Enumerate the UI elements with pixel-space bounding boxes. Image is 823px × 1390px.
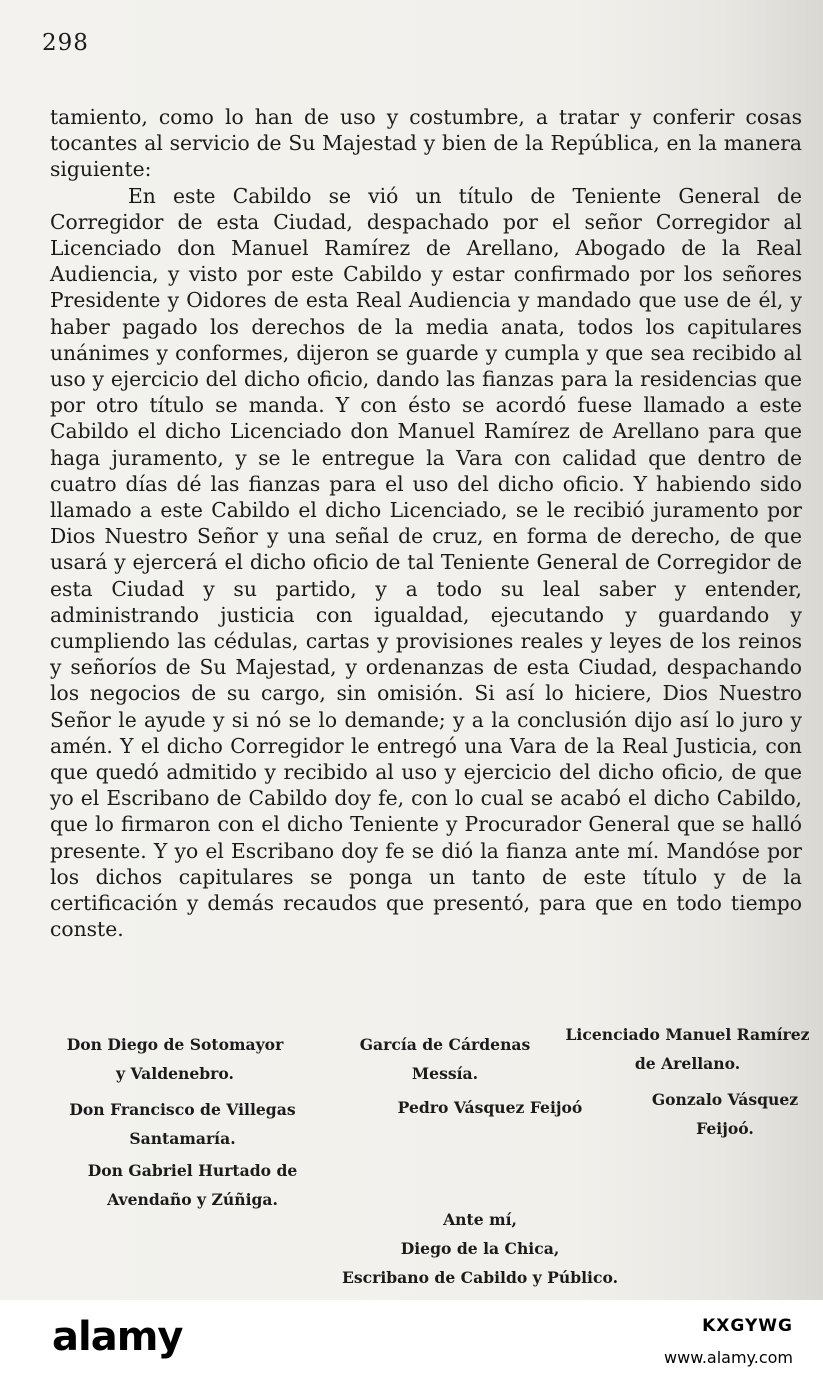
image-id: KXGYWG	[702, 1316, 793, 1336]
signature-name-cont: y Valdenebro.	[116, 1064, 234, 1083]
signature-name: García de Cárdenas	[359, 1035, 531, 1054]
paragraph-intro: tamiento, como lo han de uso y costumbre, a tratar y conferir cosas tocantes al servicio de Su Majestad y bien de la República, en la manera siguiente:	[50, 105, 802, 182]
signature-name-cont: de Arellano.	[634, 1054, 741, 1073]
watermark-footer	[0, 1300, 823, 1390]
paragraph-main: En este Cabildo se vió un título de Teniente General de Corregidor de esta Ciudad, despachado por el señor Corregidor al Licenciado don Manuel Ramírez de Arellano, Abogado de la Real Audiencia, y visto por este Cabildo y estar confirmado por los señores Presidente y Oidores de esta Real Audiencia y mandado que use de él, y haber pagado los derechos de la media anata, todos los capitulares unánimes y conformes, dijeron se guarde y cumpla y que sea recibido al uso y ejercicio del dicho oficio, dando las fianzas para la residencias que por otro título se manda. Y con ésto se acordó fuese llamado a este Cabildo el dicho Licenciado don Manuel Ramírez de Arellano para que haga juramento, y se le entregue la Vara con calidad que dentro de cuatro días dé las fianzas para el uso del dicho oficio. Y habiendo sido llamado a este Cabildo el dicho Licenciado, se le recibió juramento por Dios Nuestro Señor y una señal de cruz, en forma de derecho, de que usará y ejercerá el dicho oficio de tal Teniente General de Corregidor de esta Ciudad y su partido, y a todo su leal saber y entender, administrando justicia con igualdad, ejecutando y guardando y cumpliendo las cédulas, cartas y provisiones reales y leyes de los reinos y señoríos de Su Majestad, y ordenanzas de esta Ciudad, despachando los negocios de su cargo, sin omisión. Si así lo hiciere, Dios Nuestro Señor le ayude y si nó se lo demande; y a la conclusión dijo así lo juro y amén. Y el dicho Corregidor le entregó una Vara de la Real Justicia, con que quedó admitido y recibido al uso y ejercicio del dicho oficio, de que yo el Escribano de Cabildo doy fe, con lo cual se acabó el dicho Cabildo, que lo firmaron con el dicho Teniente y Procurador General que se halló presente. Y yo el Escribano doy fe se dió la fianza ante mí. Mandóse por los dichos capitulares se ponga un tanto de este título y de la certificación y demás recaudos que presentó, para que en todo tiempo conste.	[50, 183, 802, 942]
alamy-logo: alamy	[52, 1314, 183, 1360]
signature-name: Don Diego de Sotomayor	[66, 1035, 284, 1054]
signature-name-cont: Feijoó.	[696, 1119, 754, 1138]
page-number: 298	[42, 30, 89, 56]
signature-name: Don Francisco de Villegas	[69, 1100, 296, 1119]
signature-name: Gonzalo Vásquez	[651, 1090, 799, 1109]
site-url: www.alamy.com	[664, 1348, 793, 1367]
attestation-signer: Diego de la Chica,	[400, 1239, 560, 1258]
signature-cardenas	[340, 1030, 550, 1088]
signature-name: Don Gabriel Hurtado de	[87, 1161, 298, 1180]
signature-villegas	[60, 1095, 305, 1153]
body-text	[50, 104, 802, 943]
signature-ramirez	[565, 1020, 810, 1078]
signature-name: Pedro Vásquez Feijoó	[397, 1098, 583, 1117]
signature-gonzalo-vasquez	[645, 1085, 805, 1143]
signature-sotomayor	[60, 1030, 290, 1088]
signature-vasquez-feijoo	[370, 1093, 610, 1122]
signature-name-cont: Santamaría.	[129, 1129, 236, 1148]
attestation-title: Escribano de Cabildo y Público.	[341, 1268, 619, 1287]
signature-name-cont: Avendaño y Zúñiga.	[107, 1190, 278, 1209]
attestation-line: Ante mí,	[443, 1210, 517, 1229]
attestation	[280, 1205, 680, 1292]
signature-name-cont: Messía.	[411, 1064, 479, 1083]
signature-name: Licenciado Manuel Ramírez	[565, 1025, 810, 1044]
